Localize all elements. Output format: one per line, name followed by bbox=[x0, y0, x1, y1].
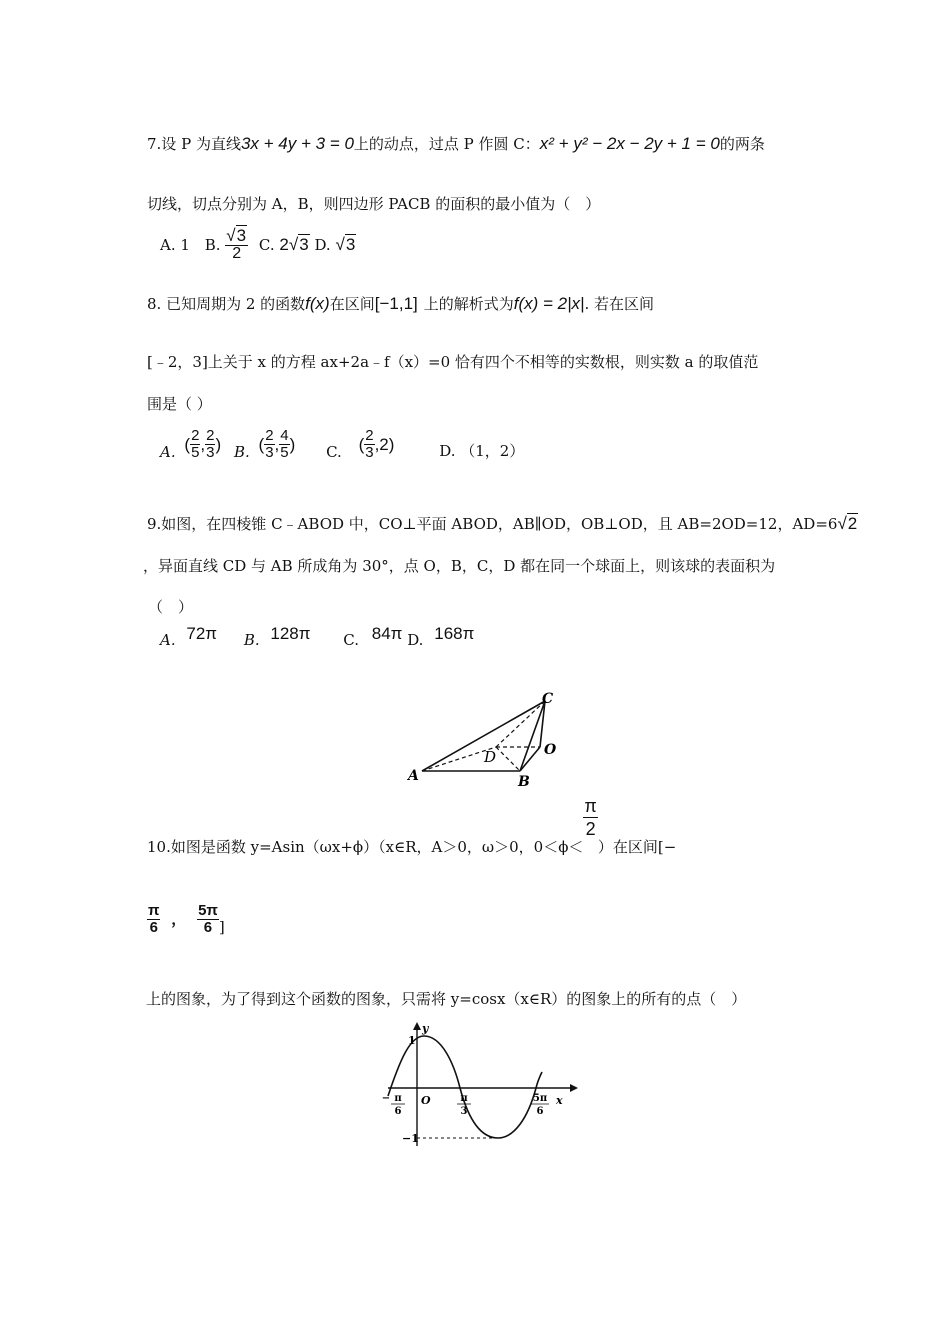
q8-options bbox=[160, 428, 524, 461]
q7-line1 bbox=[147, 133, 765, 154]
q8-prefix: 8. 已知周期为 2 的函数 bbox=[147, 295, 306, 313]
q7-option-d-label: D. bbox=[314, 236, 331, 254]
q9-label-o: O bbox=[544, 742, 557, 758]
q9-option-c: 84π bbox=[371, 624, 403, 643]
q10-interval: $\frac{\pi}{6}$ ， $\frac{5\pi}{6}$ ] bbox=[148, 902, 225, 936]
q8-expression: f(x) = 2|x| bbox=[513, 294, 585, 313]
q10-phi-bound: $\frac{\pi}{2}$ bbox=[584, 796, 597, 839]
q9-label-d: D bbox=[484, 748, 497, 766]
q9-label-c: C bbox=[542, 691, 554, 707]
q7-options bbox=[160, 228, 356, 262]
q8-option-a-label: A. bbox=[160, 443, 176, 461]
svg-text:5π: 5π bbox=[532, 1093, 548, 1104]
q9-line2: ，异面直线 CD 与 AB 所成角为 30°，点 O，B，C，D 都在同一个球面上，则该球的表面积为 bbox=[143, 557, 776, 575]
q7-line2: 切线，切点分别为 A，B，则四边形 PACB 的面积的最小值为（ ） bbox=[147, 195, 601, 213]
q8-mid2: 上的解析式为 bbox=[423, 295, 514, 313]
svg-text:6: 6 bbox=[394, 1106, 402, 1117]
q10-y-bottom: −1 bbox=[402, 1132, 419, 1145]
q10-y-top: 1 bbox=[408, 1034, 416, 1047]
q7-option-b-fraction: $\frac{√3}{2}$ bbox=[226, 226, 247, 262]
q8-fx: f(x) bbox=[305, 294, 330, 313]
q7-line-equation: 3x + 4y + 3 = 0 bbox=[240, 134, 354, 153]
q10-sine-graph bbox=[380, 1020, 580, 1150]
q9-option-d-label: D. bbox=[407, 631, 424, 649]
q7-option-c-value: 2√3 bbox=[279, 235, 309, 254]
svg-text:−: − bbox=[381, 1093, 391, 1104]
q10-line1-text: 10.如图是函数 y=Asin（ωx+ϕ）（x∈R，A＞0，ω＞0，0＜ϕ＜ bbox=[147, 837, 584, 856]
q7-prefix: 7.设 P 为直线 bbox=[147, 135, 241, 153]
q9-label-b: B bbox=[518, 774, 530, 790]
q9-option-a: 72π bbox=[186, 624, 218, 643]
q9-line1-text: 9.如图，在四棱锥 C﹣ABOD 中，CO⊥平面 ABOD，AB∥OD，OB⊥OD，且 AB=2OD=12，AD=6 bbox=[147, 515, 838, 533]
q9-option-c-label: C. bbox=[343, 631, 359, 649]
q9-label-a: A bbox=[408, 768, 419, 784]
q7-mid: 上的动点，过点 P 作圆 C： bbox=[353, 135, 540, 153]
q10-line1-end: ）在区间[− bbox=[597, 837, 677, 856]
svg-text:6: 6 bbox=[536, 1106, 544, 1117]
q8-line3: 围是（ ） bbox=[147, 395, 212, 413]
q9-line3: （ ） bbox=[148, 598, 194, 616]
q7-circle-equation: x² + y² − 2x − 2y + 1 = 0 bbox=[539, 134, 720, 153]
q9-option-d: 168π bbox=[434, 624, 475, 643]
svg-text:π: π bbox=[394, 1093, 402, 1104]
q9-line1 bbox=[147, 513, 858, 534]
q9-pyramid-figure bbox=[400, 688, 580, 790]
svg-text:3: 3 bbox=[460, 1106, 468, 1117]
q7-option-d-value: √3 bbox=[335, 235, 356, 254]
q7-option-a: A. 1 bbox=[160, 236, 190, 254]
q8-option-d: D. （1，2） bbox=[439, 442, 525, 460]
q8-option-c-label: C. bbox=[326, 443, 342, 461]
q8-option-b-value: ( $\frac{2}{3}$ , $\frac{4}{5}$ ) bbox=[258, 427, 296, 461]
q10-line1 bbox=[147, 795, 677, 856]
q8-suffix: . 若在区间 bbox=[584, 295, 655, 313]
q7-option-c-label: C. bbox=[258, 236, 275, 254]
q8-option-b-label: B. bbox=[233, 443, 250, 461]
q8-mid1: 在区间 bbox=[329, 295, 375, 313]
q10-x-label: x bbox=[556, 1094, 563, 1107]
q10-y-label: y bbox=[422, 1022, 429, 1035]
q7-suffix: 的两条 bbox=[719, 135, 765, 153]
q10-line3: 上的图象，为了得到这个函数的图象，只需将 y=cosx（x∈R）的图象上的所有的点（ ） bbox=[146, 990, 747, 1008]
q8-line1 bbox=[147, 293, 654, 314]
q9-option-b-label: B. bbox=[243, 631, 260, 649]
q9-option-b: 128π bbox=[270, 624, 311, 643]
q8-option-c-value: ( $\frac{2}{3}$ ,2) bbox=[358, 427, 395, 461]
q8-interval: [−1,1] bbox=[374, 294, 418, 313]
q9-sqrt: √2 bbox=[837, 514, 858, 533]
sqrt-symbol: √3 bbox=[226, 226, 247, 245]
q9-options bbox=[160, 624, 475, 650]
q8-option-a-value: ( $\frac{2}{5}$ , $\frac{2}{3}$ ) bbox=[184, 427, 222, 461]
q10-origin: O bbox=[421, 1094, 431, 1107]
q8-line2: [﹣2，3]上关于 x 的方程 ax+2a﹣f（x）=0 恰有四个不相等的实数根，则实数 a 的取值范 bbox=[147, 353, 759, 371]
svg-text:π: π bbox=[460, 1093, 468, 1104]
q9-option-a-label: A. bbox=[160, 631, 176, 649]
q7-option-b-label: B. bbox=[204, 236, 221, 254]
